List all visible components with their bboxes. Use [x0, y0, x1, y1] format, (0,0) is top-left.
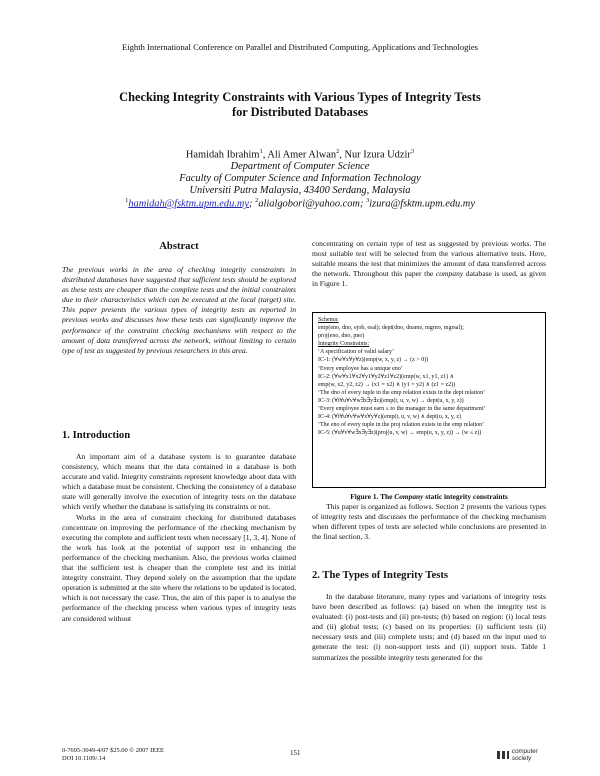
schema-line-2: proj(eno, dno, pno) [318, 333, 365, 340]
page-number: 151 [290, 749, 301, 757]
logo-text-1: computer [512, 748, 538, 755]
intro-paragraph-2: Works in the area of constraint checking for distributed databases concentrate on improving the performance of the checking mechanism by executing the complete and sufficient tests when necessary [1, 3, 4]. None of the work has look at the potential of support test in enhancing the performance of the checking mechanism. Also, the previous works claimed that the sufficient test is cheaper than the complete test and its initial integrity constraint. They depend solely on the assumption that the update operation is submitted at the site where the relations to be updated is located, which is not necessary the case. Thus, the aim of this paper is to analyse the performance of the checking process when various types of integrity tests are considered without [62, 512, 296, 623]
schema-label: Schema: [318, 317, 339, 323]
ic-label: Integrity Constraints: [318, 341, 370, 348]
intro-paragraph-1: An important aim of a database system is to guarantee database consistency, which means that the data contained in a database is both accurate and valid. Integrity constraints represent knowledge about data with which a database must be consistent. Checking the consistency of a database state will generally involve the execution of integrity tests on the database which verify whether the database is satisfying its constraints or not. [62, 452, 296, 512]
ic-2a: IC-2: (∀w∀x1∀x2∀y1∀y2∀z1∀z2)(emp(w, x1, y1, z1) ∧ [318, 373, 454, 380]
affiliation-dept: Department of Computer Science [230, 161, 370, 172]
author-3-mark: 3 [410, 148, 415, 155]
ic-3: IC-3: (∀t∀u∀v∀w∃x∃y∃z)(emp(t, u, v, w) → dept(u, x, y, z)) [318, 397, 464, 404]
abstract-heading: Abstract [159, 241, 199, 252]
right-col-paragraph-1: This paper is organized as follows. Section 2 presents the various types of integrity tests and discusses the performance of the checking mechanism when different types of tests are selected while conclusions are presented in the final section, 3. [312, 502, 546, 542]
ic-1-desc: ‘Every employee has a unique eno’ [318, 365, 403, 372]
ic-3-desc: ‘Every employee must earn ≤ to the manager in the same department’ [318, 406, 486, 413]
abstract-body: The previous works in the area of checking integrity constraints in distributed databases have suggested that sufficient tests should be explored as these tests are cheaper than the complete tests and the initial constraints due to their characteristics which can be executed at the local (target) site. This paper presents the various types of integrity tests as reported in previous works and discusses how these tests can significantly improve the performance of the constraint checking mechanisms with respect to the amount of data transferred across the network, without limiting to certain type of test as suggested by previous researchers in this area. [62, 265, 296, 355]
title-line-1: Checking Integrity Constraints with Various Types of Integrity Tests [119, 90, 481, 104]
title-line-2: for Distributed Databases [231, 105, 369, 119]
author-1-mark: 1 [259, 148, 263, 155]
types-heading: 2. The Types of Integrity Tests [312, 570, 448, 581]
company-emphasis: company [435, 269, 464, 279]
email-link-1[interactable]: hamidah@fsktm.upm.edu.my [128, 198, 249, 210]
ic-intro: ‘A specification of valid salary’ [318, 349, 394, 356]
ic-5: IC-5: (∀u∀v∀w∃x∃y∃z)(proj(u, v, w) → emp(u, x, y, z)) → (w ≤ z)) [318, 430, 482, 437]
footer-doi: DOI 10.1109/.14 [62, 755, 106, 762]
affiliation-university: Universiti Putra Malaysia, 43400 Serdang, Malaysia [189, 185, 411, 196]
footer-isbn: 0-7695-3049-4/07 $25.00 © 2007 IEEE [62, 747, 164, 754]
ic-4-desc: ‘The eno of every tuple in the proj relation exists in the emp relation’ [318, 422, 485, 429]
ic-4: IC-4: (∀t∀u∀v∀w∀x∀y∀z)(emp(t, u, v, w) ∧ dept(u, x, y, z) [318, 414, 462, 421]
author-3: Nur Izura Udzir [344, 149, 411, 161]
intro-heading: 1. Introduction [62, 430, 131, 441]
author-2-mark: 2 [336, 148, 340, 155]
ic-2-desc: ‘The dno of every tuple in the emp relation exists in the dept relation’ [318, 389, 486, 396]
ic-2b: emp(w, x2, y2, z2) → (x1 = x2) ∧ (y1 = y2) ∧ (z1 = z2)) [318, 381, 456, 388]
affiliation-faculty: Faculty of Computer Science and Information Technology [179, 173, 421, 184]
email-1-mark: 1 [125, 197, 129, 204]
email-3: izura@fsktm.upm.edu.my [369, 198, 475, 210]
figure-1-caption: Figure 1. The Company static integrity constraints [350, 492, 508, 501]
right-col-paragraph-0: concentrating on certain type of test as suggested by previous works. The most suitable test will be selected from the various alternative tests. Here, suitable means the test that minimizes the amount of data transferred across the network. Throughout this paper the company database is used, as given in Figure 1. [312, 239, 546, 289]
paper-title [40, 90, 560, 120]
author-2: Ali Amer Alwan [267, 149, 337, 161]
email-list: $^1$hamidah@fsktm.upm.edu.my; $^2$alialgobori@yahoo.com; $^3$izura@fsktm.upm.edu.my [125, 197, 475, 210]
author-list: Hamidah Ibrahim$^1$, Ali Amer Alwan$^2$, Nur Izura Udzir$^3$ [185, 148, 415, 161]
logo-text-2: society [512, 754, 532, 762]
author-1: Hamidah Ibrahim [185, 149, 260, 161]
email-2: alialgobori@yahoo.com [258, 198, 360, 210]
intro-body [62, 452, 296, 624]
footer-ids [62, 747, 164, 763]
conference-header: Eighth International Conference on Parallel and Distributed Computing, Applications and Technologies [121, 42, 479, 52]
email-2-mark: 2 [255, 197, 259, 204]
figure-1-box [312, 312, 546, 488]
types-paragraph-1: In the database literature, many types and variations of integrity tests have been described as follows: (a) based on when the integrity test is evaluated: (i) post-tests and (ii) pre-tests; (b) based on region: (i) local tests and (ii) global tests; (c) based on its properties: (i) sufficient tests (ii) necessary tests and (iii) complete tests; and (d) based on the input used to generate the test: (i) non-support tests and (ii) support tests. Table 1 summarizes the possible integrity tests generated for the [312, 592, 546, 662]
computer-society-logo [496, 746, 548, 768]
logo-mark-icon [496, 750, 510, 760]
schema-line-1: emp(eno, dno, ejob, esal); dept(dno, dname, mgrno, mgrsal); [318, 325, 464, 332]
ic-1: IC-1: (∀w∀x∀y∀z)(emp(w, x, y, z) → (z > 0)) [318, 357, 429, 364]
email-3-mark: 3 [366, 197, 370, 204]
